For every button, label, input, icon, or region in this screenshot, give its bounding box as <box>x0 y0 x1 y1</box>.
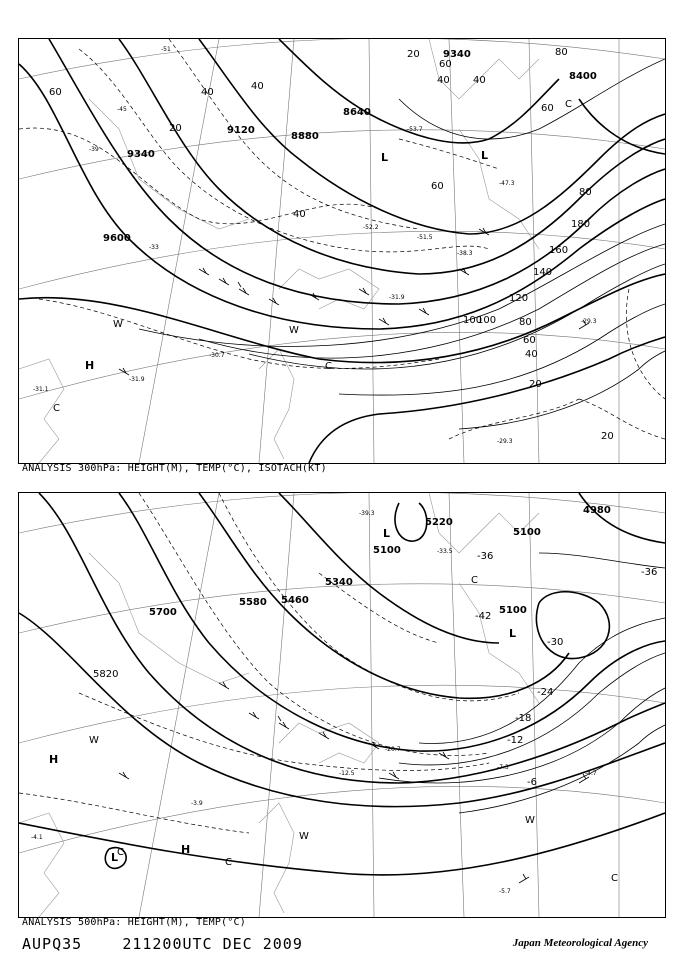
low-pressure-symbol: L <box>383 527 391 540</box>
isotach-label: 40 <box>293 209 306 220</box>
isotach-label: 140 <box>533 267 553 278</box>
isotach-label: 100 <box>463 315 483 326</box>
height-label: 9600 <box>103 233 131 244</box>
chart-id-and-time <box>22 935 303 953</box>
map-500hpa-canvas <box>19 493 665 917</box>
isotach-label: 80 <box>555 47 568 58</box>
isotach-label: 20 <box>529 379 542 390</box>
map-300hpa-canvas <box>19 39 665 463</box>
height-label: 8880 <box>291 131 319 142</box>
temp-contours <box>379 553 665 813</box>
map-300hpa <box>18 38 666 464</box>
low-pressure-symbol: L <box>111 851 119 864</box>
temp-label: -31.1 <box>33 386 49 393</box>
isotach-label: 120 <box>509 293 529 304</box>
low-pressure-symbol: L <box>509 627 517 640</box>
temp-label: -12 <box>507 735 524 746</box>
height-label: 5100 <box>373 545 401 556</box>
warm-symbol: W <box>525 815 535 826</box>
height-label: 5460 <box>281 595 309 606</box>
isotach-label: 40 <box>525 349 538 360</box>
temp-label: -36 <box>477 551 494 562</box>
low-pressure-symbol: L <box>381 151 389 164</box>
temp-label: -39.3 <box>359 510 375 517</box>
temp-label: -29.3 <box>581 318 597 325</box>
cold-symbol: C <box>471 575 478 586</box>
temp-label: -36 <box>641 567 658 578</box>
height-label: 5340 <box>325 577 353 588</box>
agency-credit: Japan Meteorological Agency <box>512 937 648 949</box>
temp-label: -4.1 <box>31 834 43 841</box>
high-pressure-symbol: H <box>49 753 59 766</box>
height-contours <box>19 493 665 875</box>
panel-caption-500hpa: ANALYSIS 500hPa: HEIGHT(M), TEMP(°C) <box>22 917 246 928</box>
height-label: 5820 <box>93 669 119 680</box>
temp-label: -6 <box>527 777 537 788</box>
warm-symbol: W <box>299 831 309 842</box>
temp-label: -42 <box>475 611 492 622</box>
isotach-label: 40 <box>437 75 450 86</box>
isotach-label: 40 <box>251 81 264 92</box>
temp-label: -30.7 <box>209 352 225 359</box>
temp-label: -31.9 <box>129 376 145 383</box>
temp-label: -39 <box>89 146 99 153</box>
temp-label: -18 <box>515 713 532 724</box>
cold-symbol: C <box>611 873 618 884</box>
warm-symbol: W <box>113 319 123 330</box>
temp-label: -20.7 <box>385 746 401 753</box>
temp-label: -3.9 <box>191 800 203 807</box>
isotach-label: 60 <box>431 181 444 192</box>
temp-label: -47.3 <box>499 180 515 187</box>
isotach-label: 80 <box>579 187 592 198</box>
isotach-label: 60 <box>523 335 536 346</box>
cold-symbol: C <box>565 99 572 110</box>
height-label: 9340 <box>443 49 471 60</box>
isotach-label: 160 <box>549 245 569 256</box>
temp-label: -4.7 <box>585 770 597 777</box>
height-label: 5700 <box>149 607 177 618</box>
map-500hpa <box>18 492 666 918</box>
height-label: 5100 <box>499 605 527 616</box>
temp-label: -45 <box>117 106 127 113</box>
warm-symbol: W <box>289 325 299 336</box>
analysis-datetime: 211200UTC DEC 2009 <box>122 935 303 953</box>
temp-label: -5.7 <box>499 888 511 895</box>
temp-label: -7.3 <box>497 764 509 771</box>
high-pressure-symbol: H <box>181 843 191 856</box>
temp-label: -52.2 <box>363 224 379 231</box>
height-label: 9340 <box>127 149 155 160</box>
isotach-label: 100 <box>477 315 497 326</box>
temp-label: -24 <box>537 687 554 698</box>
isotach-label: 60 <box>49 87 62 98</box>
temp-label: -33.5 <box>437 548 453 555</box>
isotach-label: 180 <box>571 219 591 230</box>
isotach-label: 60 <box>439 59 452 70</box>
temp-label: -12.5 <box>339 770 355 777</box>
cold-symbol: C <box>117 847 124 858</box>
high-pressure-symbol: H <box>85 359 95 372</box>
cold-symbol: C <box>53 403 60 414</box>
isotach-label: 40 <box>473 75 486 86</box>
isotach-label: 20 <box>601 431 614 442</box>
isotach-label: 20 <box>407 49 420 60</box>
height-label: 5100 <box>513 527 541 538</box>
temp-label: -51 <box>161 46 171 53</box>
height-label: 5580 <box>239 597 267 608</box>
height-label: 8640 <box>343 107 371 118</box>
temp-label: -29.3 <box>497 438 513 445</box>
temp-label: -33 <box>149 244 159 251</box>
low-pressure-symbol: L <box>481 149 489 162</box>
temp-label: -53.7 <box>407 126 423 133</box>
isotach-label: 80 <box>519 317 532 328</box>
panel-caption-300hpa: ANALYSIS 300hPa: HEIGHT(M), TEMP(°C), ISOTACH(KT) <box>22 463 327 474</box>
cold-symbol: C <box>325 361 332 372</box>
temp-label: -30 <box>547 637 564 648</box>
isotach-label: 20 <box>169 123 182 134</box>
height-label: 8400 <box>569 71 597 82</box>
chart-code: AUPQ35 <box>22 935 83 953</box>
cold-symbol: C <box>225 857 232 868</box>
isotherms <box>19 493 519 833</box>
temp-label: -51.5 <box>417 234 433 241</box>
isotach-label: 40 <box>201 87 214 98</box>
temp-label: -31.9 <box>389 294 405 301</box>
height-label: 4980 <box>583 505 611 516</box>
warm-symbol: W <box>89 735 99 746</box>
isotach-label: 60 <box>541 103 554 114</box>
height-label: 9120 <box>227 125 255 136</box>
height-label: 5220 <box>425 517 453 528</box>
temp-label: -38.3 <box>457 250 473 257</box>
